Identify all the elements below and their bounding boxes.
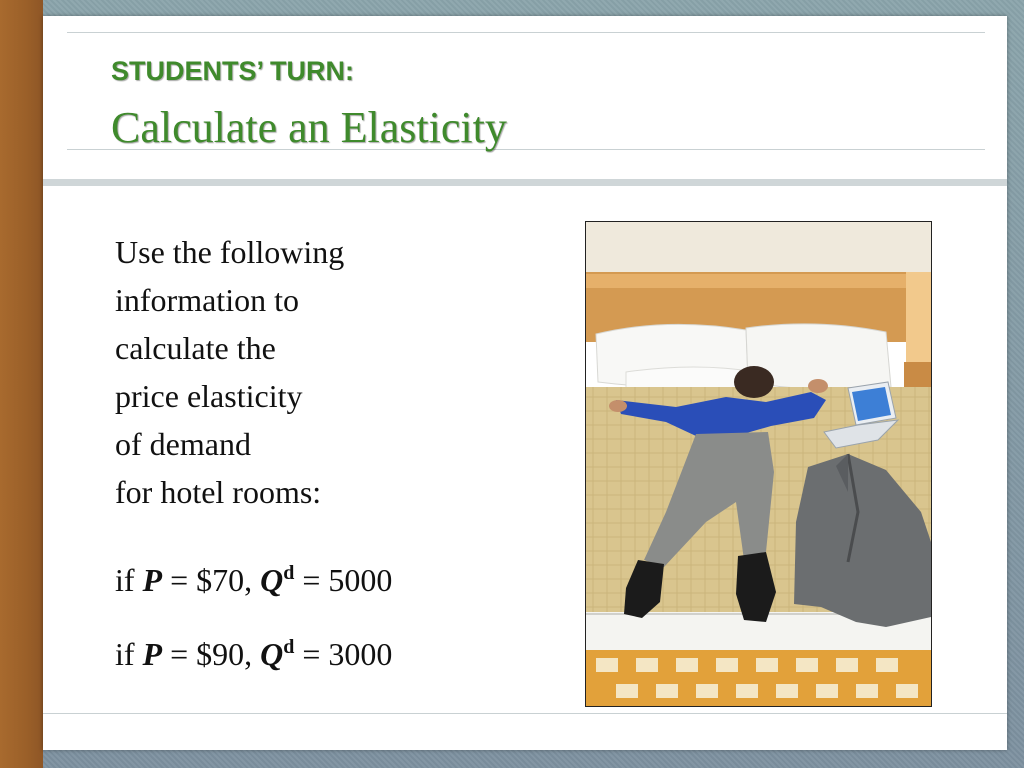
title-band (43, 179, 1007, 186)
equation-2 (115, 636, 392, 673)
price-variable: P (142, 636, 163, 672)
hotel-room-illustration (586, 222, 931, 706)
hotel-room-photo (585, 221, 932, 707)
quantity-variable: Q (260, 636, 284, 672)
eq-prefix: if (115, 636, 143, 672)
body-line: for hotel rooms: (115, 474, 322, 510)
body-line: Use the following (115, 234, 345, 270)
quantity-superscript: d (283, 562, 295, 584)
slide-title-line1: STUDENTS’ TURN: (111, 56, 354, 86)
bottom-rule (43, 713, 1007, 714)
quantity-variable: Q (260, 562, 284, 598)
body-line: information to (115, 282, 299, 318)
quantity-expression: = 5000 (294, 562, 393, 598)
left-accent-bar (0, 0, 43, 768)
body-text (115, 228, 535, 516)
price-expression: = $90, (162, 636, 261, 672)
body-line: of demand (115, 426, 251, 462)
eq-prefix: if (115, 562, 143, 598)
slide (43, 16, 1007, 750)
quantity-superscript: d (283, 636, 295, 658)
quantity-expression: = 3000 (294, 636, 393, 672)
price-variable: P (142, 562, 163, 598)
body-line: calculate the (115, 330, 276, 366)
price-expression: = $70, (162, 562, 261, 598)
slide-title-line2: Calculate an Elasticity (111, 103, 507, 152)
top-rule (67, 32, 985, 33)
body-line: price elasticity (115, 378, 303, 414)
equation-1 (115, 562, 392, 599)
